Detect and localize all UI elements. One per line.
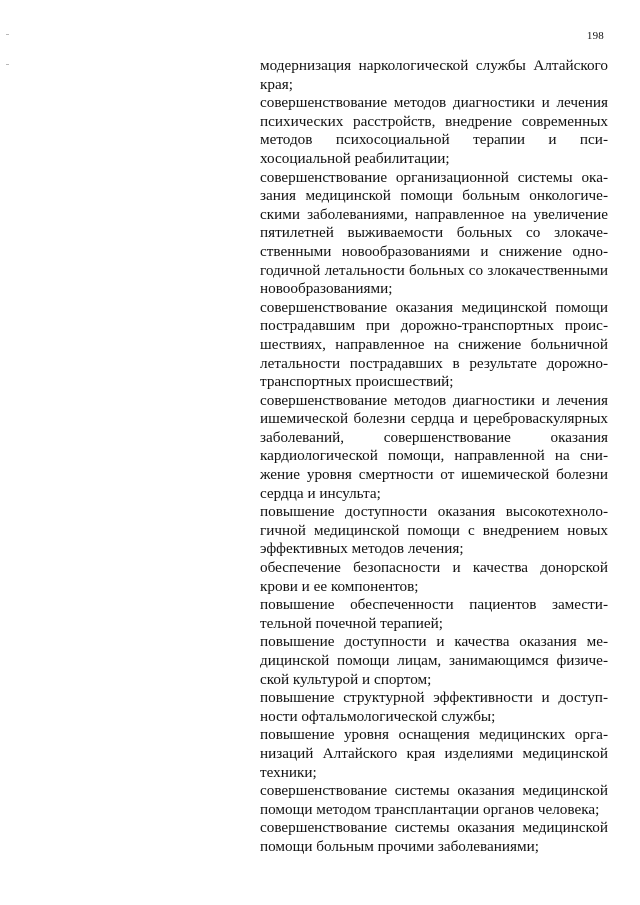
list-item: повышение доступности и качества оказания медицинской помощи лицам, занимающимся физической культурой и спортом; <box>260 633 608 688</box>
list-item: совершенствование системы оказания медицинской помощи методом трансплантации органов человека; <box>260 782 608 818</box>
scan-artifact <box>6 34 9 35</box>
list-item: совершенствование системы оказания медицинской помощи больным прочими заболеваниями; <box>260 819 608 855</box>
scan-artifact <box>6 64 9 65</box>
list-item: совершенствование методов диагностики и лечения ишемической болезни сердца и цереброваскулярных заболеваний, совершенствование оказания кардиологической помощи, направленной на снижение уровня смертности от ишемической болезни сердца и инсульта; <box>260 391 608 502</box>
list-item: совершенствование оказания медицинской помощи пострадавшим при дорожно-транспортных происшествиях, направленное на снижение больничной летальности пострадавших в результате дорожнотранспортных происшествий; <box>260 298 608 391</box>
list-item: совершенствование методов диагностики и лечения психических расстройств, внедрение современных методов психосоциальной терапии и психосоциальной реабилитации; <box>260 94 608 167</box>
list-item: повышение доступности оказания высокотехнологичной медицинской помощи с внедрением новых эффективных методов лечения; <box>260 503 608 558</box>
document-body <box>260 57 608 857</box>
list-item: совершенствование организационной системы оказания медицинской помощи больным онкологическими заболеваниями, направленное на увеличение пятилетней выживаемости больных со злокачественными новообразованиями и снижение одногодичной летальности больных со злокачественными новообразованиями; <box>260 168 608 298</box>
list-item: повышение структурной эффективности и доступности офтальмологической службы; <box>260 689 608 725</box>
list-item: повышение обеспеченности пациентов заместительной почечной терапией; <box>260 596 608 632</box>
list-item: модернизация наркологической службы Алтайского края; <box>260 57 608 93</box>
list-item: повышение уровня оснащения медицинских организаций Алтайского края изделиями медицинской техники; <box>260 726 608 781</box>
list-item: обеспечение безопасности и качества донорской крови и ее компонентов; <box>260 559 608 595</box>
page-number: 198 <box>586 30 604 42</box>
